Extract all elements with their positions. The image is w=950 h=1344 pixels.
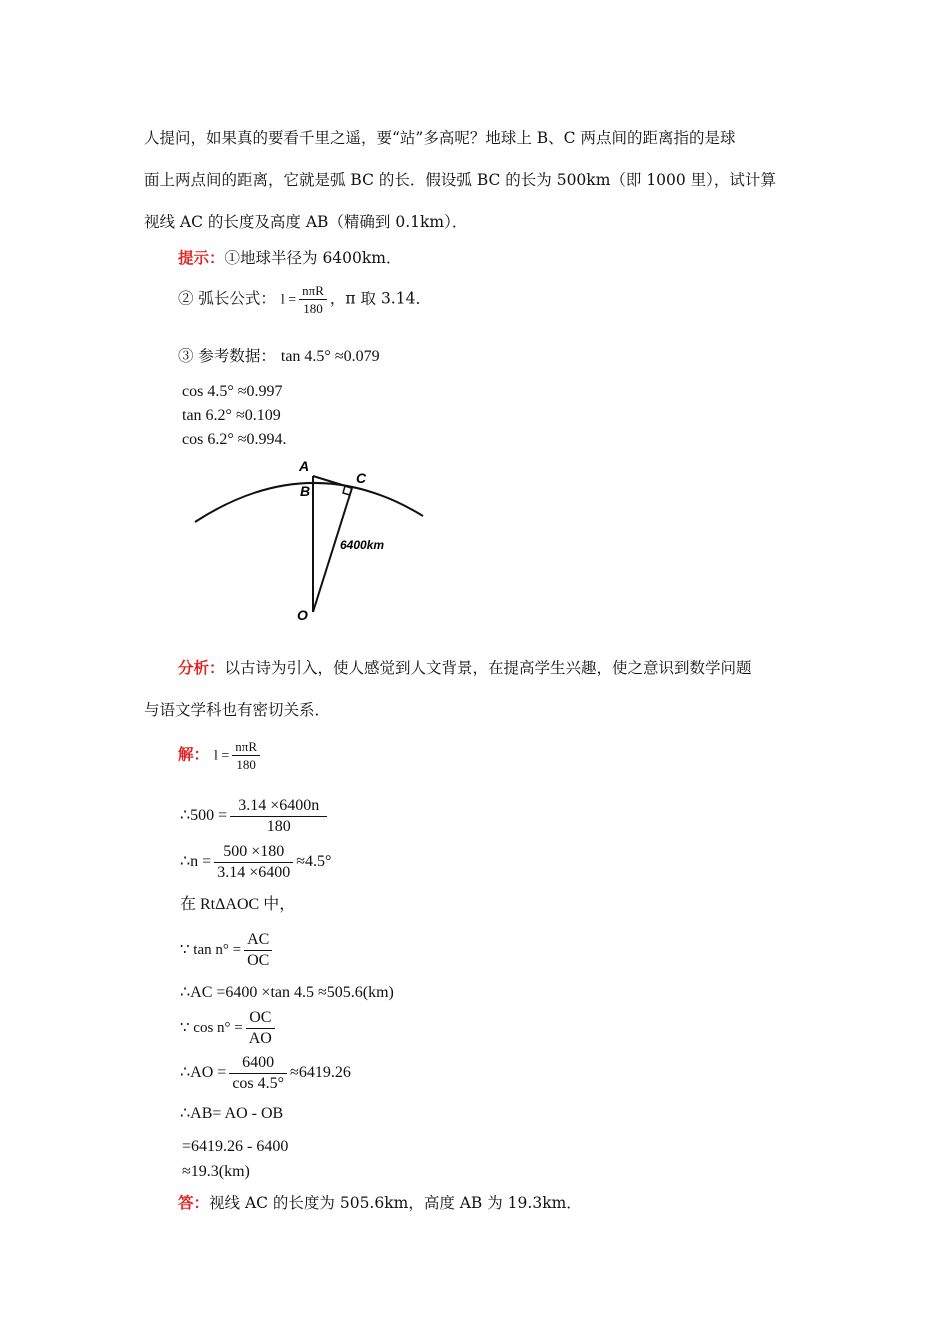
answer-label: 答： (178, 1193, 210, 1212)
analysis-label: 分析： (178, 658, 225, 677)
analysis-text-1: 以古诗为引入，使人感觉到人文背景，在提高学生兴趣，使之意识到数学问题 (224, 659, 752, 677)
hint-line-2 (178, 282, 431, 317)
step-ao-numerator: 6400 (229, 1053, 287, 1074)
label-c: C (356, 470, 367, 486)
solution-l-numerator: nπR (232, 738, 260, 756)
solution-label: 解： (178, 744, 210, 764)
hint-item-2-suffix: ，π 取 3.14． (329, 289, 431, 308)
step-rt-triangle: 在 RtΔAOC 中， (180, 896, 296, 913)
hint-item-3-prefix: ③ 参考数据： (178, 347, 276, 365)
step-500-fraction (230, 796, 327, 837)
arc-formula-denominator: 180 (303, 301, 323, 316)
step-ac: ∴AC =6400 ×tan 4.5 ≈505.6(km) (180, 984, 394, 1001)
step-cos-fraction (246, 1008, 275, 1049)
label-o: O (297, 607, 308, 623)
step-500-left: ∴500 = (180, 807, 228, 825)
step-tan-fraction (244, 930, 272, 971)
step-500 (180, 796, 330, 837)
step-ao-denominator: cos 4.5° (232, 1075, 285, 1092)
answer-line (178, 1191, 582, 1213)
step-tan (180, 930, 275, 971)
step-tan-numerator: AC (244, 930, 272, 951)
hint-item-2-prefix: ② 弧长公式： (178, 289, 276, 308)
solution-l: l = (213, 748, 230, 764)
step-ab: ∴AB= AO - OB (180, 1105, 284, 1122)
step-n-fraction (214, 842, 293, 883)
step-n (180, 842, 331, 883)
analysis-line-1 (178, 656, 752, 678)
solution-l-denominator: 180 (236, 757, 256, 772)
step-n-denominator: 3.14 ×6400 (217, 864, 291, 881)
earth-diagram (185, 452, 435, 627)
step-cos-denominator: AO (248, 1030, 272, 1047)
step-500-denominator: 180 (266, 818, 291, 835)
answer-text: 视线 AC 的长度为 505.6km，高度 AB 为 19.3km． (209, 1194, 582, 1212)
step-500-numerator: 3.14 ×6400n (230, 796, 327, 817)
step-ao (180, 1053, 351, 1094)
hint-label: 提示： (178, 248, 225, 267)
step-cos (180, 1008, 278, 1049)
hint-line-3 (178, 344, 380, 366)
step-ao-left: ∴AO = (180, 1064, 227, 1082)
ref-cos-4-5: cos 4.5° ≈0.997 (182, 383, 283, 400)
hint-line-1 (178, 246, 401, 268)
hint-item-1: ①地球半径为 6400km． (224, 249, 402, 267)
ref-tan-6-2: tan 6.2° ≈0.109 (182, 407, 281, 424)
label-a: A (299, 458, 310, 474)
step-tan-denominator: OC (247, 952, 270, 969)
intro-line-2: 面上两点间的距离，它就是弧 BC 的长．假设弧 BC 的长为 500km（即 1000 里），试计算 (144, 171, 776, 189)
step-cos-numerator: OC (246, 1008, 275, 1029)
step-ab-result: ≈19.3(km) (182, 1163, 250, 1180)
step-ao-right: ≈6419.26 (290, 1064, 351, 1082)
arc-formula-l: l = (280, 292, 297, 308)
solution-line-1 (178, 738, 263, 773)
solution-l-fraction (232, 738, 260, 773)
step-ao-fraction (229, 1053, 287, 1094)
ref-tan-4-5: tan 4.5° ≈0.079 (280, 348, 380, 365)
step-n-right: ≈4.5° (296, 853, 332, 871)
step-cos-left: ∵ cos n° = (180, 1020, 243, 1037)
label-b: B (300, 483, 311, 499)
step-ab-value: =6419.26 - 6400 (182, 1138, 289, 1155)
step-n-numerator: 500 ×180 (214, 842, 293, 863)
radius-label: 6400km (340, 538, 385, 552)
step-n-left: ∴n = (180, 853, 212, 871)
ref-cos-6-2: cos 6.2° ≈0.994. (182, 431, 287, 448)
intro-line-1: 人提问，如果真的要看千里之遥，要“站”多高呢？地球上 B、C 两点间的距离指的是球 (144, 129, 736, 147)
arc-formula-fraction (299, 282, 327, 317)
arc-formula-numerator: nπR (299, 282, 327, 300)
intro-line-3: 视线 AC 的长度及高度 AB（精确到 0.1km）． (144, 213, 468, 231)
analysis-line-2: 与语文学科也有密切关系． (144, 701, 331, 719)
step-tan-left: ∵ tan n° = (180, 942, 242, 959)
